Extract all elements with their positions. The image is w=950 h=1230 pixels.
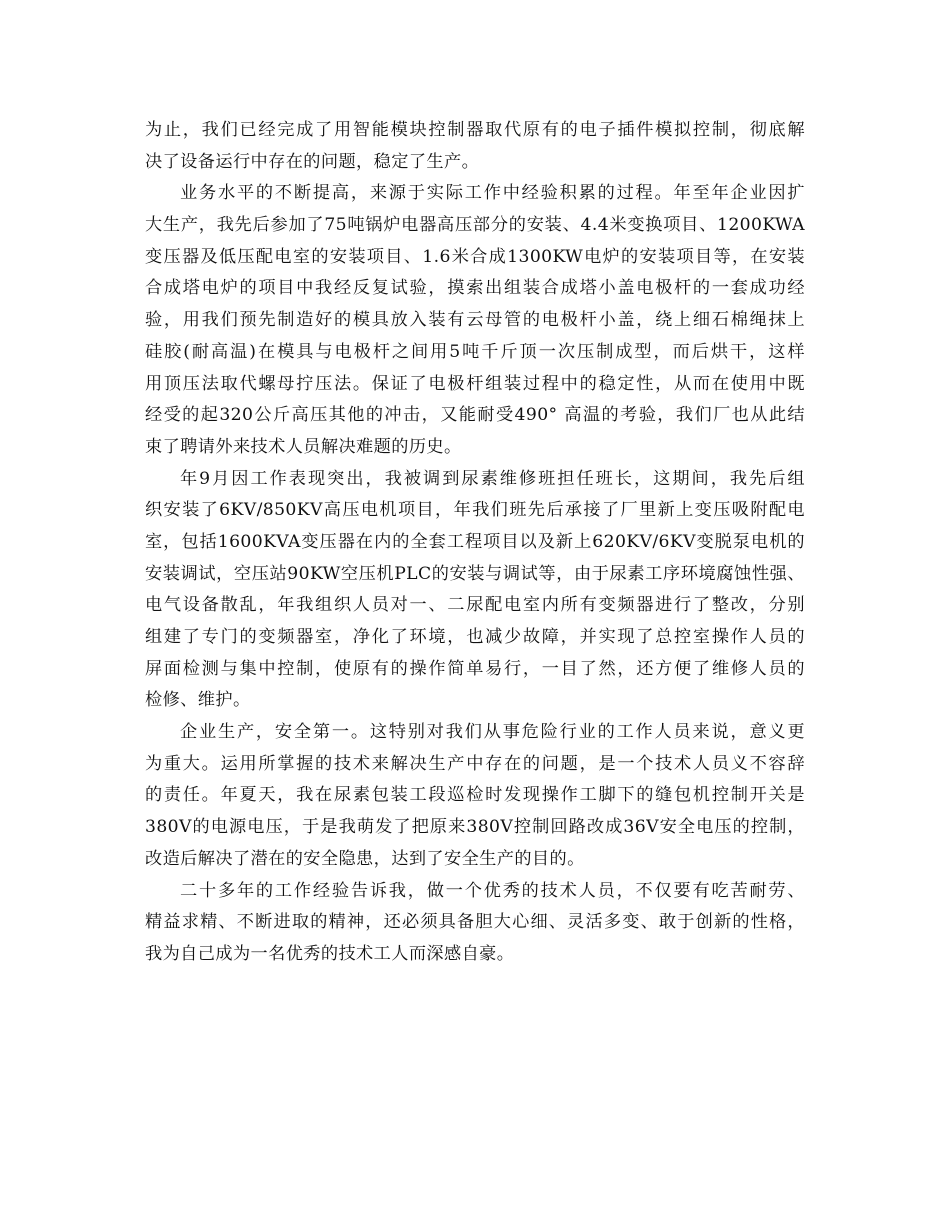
paragraph-first-line: 二十多年的工作经验告诉我，做一个优秀的技术人员，不仅要有吃苦耐劳、 [180,880,805,901]
text-line: 束了聘请外来技术人员解决难题的历史。 [145,436,462,457]
text-line: 屏面检测与集中控制，使原有的操作简单易行，一目了然，还方便了维修人员的 [145,658,805,679]
text-line: 用顶压法取代螺母拧压法。保证了电极杆组装过程中的稳定性，从而在使用中既 [145,373,805,394]
text-line: 大生产，我先后参加了75吨锅炉电器高压部分的安装、4.4米变换项目、1200KWA [145,215,805,236]
paragraph-first-line: 年9月因工作表现突出，我被调到尿素维修班担任班长，这期间，我先后组 [180,468,805,489]
text-line: 验，用我们预先制造好的模具放入装有云母管的电极杆小盖，绕上细石棉绳抹上 [145,310,805,331]
text-line: 室，包括1600KVA变压器在内的全套工程项目以及新上620KV/6KV变脱泵电机的 [145,531,805,552]
text-line: 决了设备运行中存在的问题，稳定了生产。 [145,151,480,172]
text-line: 合成塔电炉的项目中我经反复试验，摸索出组装合成塔小盖电极杆的一套成功经 [145,278,805,299]
text-line: 织安装了6KV/850KV高压电机项目，年我们班先后承接了厂里新上变压吸附配电 [145,500,805,521]
text-line: 精益求精、不断进取的精神，还必须具备胆大心细、灵活多变、敢于创新的性格， [145,912,805,933]
text-line: 经受的起320公斤高压其他的冲击，又能耐受490° 高温的考验，我们厂也从此结 [145,405,805,426]
text-line: 为重大。运用所掌握的技术来解决生产中存在的问题，是一个技术人员义不容辞 [145,753,805,774]
text-line: 硅胶(耐高温)在模具与电极杆之间用5吨千斤顶一次压制成型，而后烘干，这样 [145,341,805,362]
text-line: 组建了专门的变频器室，净化了环境，也减少故障，并实现了总控室操作人员的 [145,627,805,647]
text-line: 的责任。年夏天，我在尿素包装工段巡检时发现操作工脚下的缝包机控制开关是 [145,785,805,806]
text-line: 改造后解决了潜在的安全隐患，达到了安全生产的目的。 [145,848,585,869]
text-line: 安装调试，空压站90KW空压机PLC的安装与调试等，由于尿素工序环境腐蚀性强、 [145,563,805,584]
text-line: 380V的电源电压，于是我萌发了把原来380V控制回路改成36V安全电压的控制， [145,817,805,838]
text-line: 电气设备散乱，年我组织人员对一、二尿配电室内所有变频器进行了整改，分别 [145,595,805,616]
paragraph-first-line: 企业生产，安全第一。这特别对我们从事危险行业的工作人员来说，意义更 [180,722,805,743]
text-line: 检修、维护。 [145,690,251,711]
paragraph-first-line: 业务水平的不断提高，来源于实际工作中经验积累的过程。年至年企业因扩 [180,183,805,204]
text-line: 变压器及低压配电室的安装项目、1.6米合成1300KW电炉的安装项目等，在安装 [145,246,805,267]
text-line: 为止，我们已经完成了用智能模块控制器取代原有的电子插件模拟控制，彻底解 [145,120,805,140]
text-line: 我为自己成为一名优秀的技术工人而深感自豪。 [145,943,515,964]
document-body [145,115,805,971]
